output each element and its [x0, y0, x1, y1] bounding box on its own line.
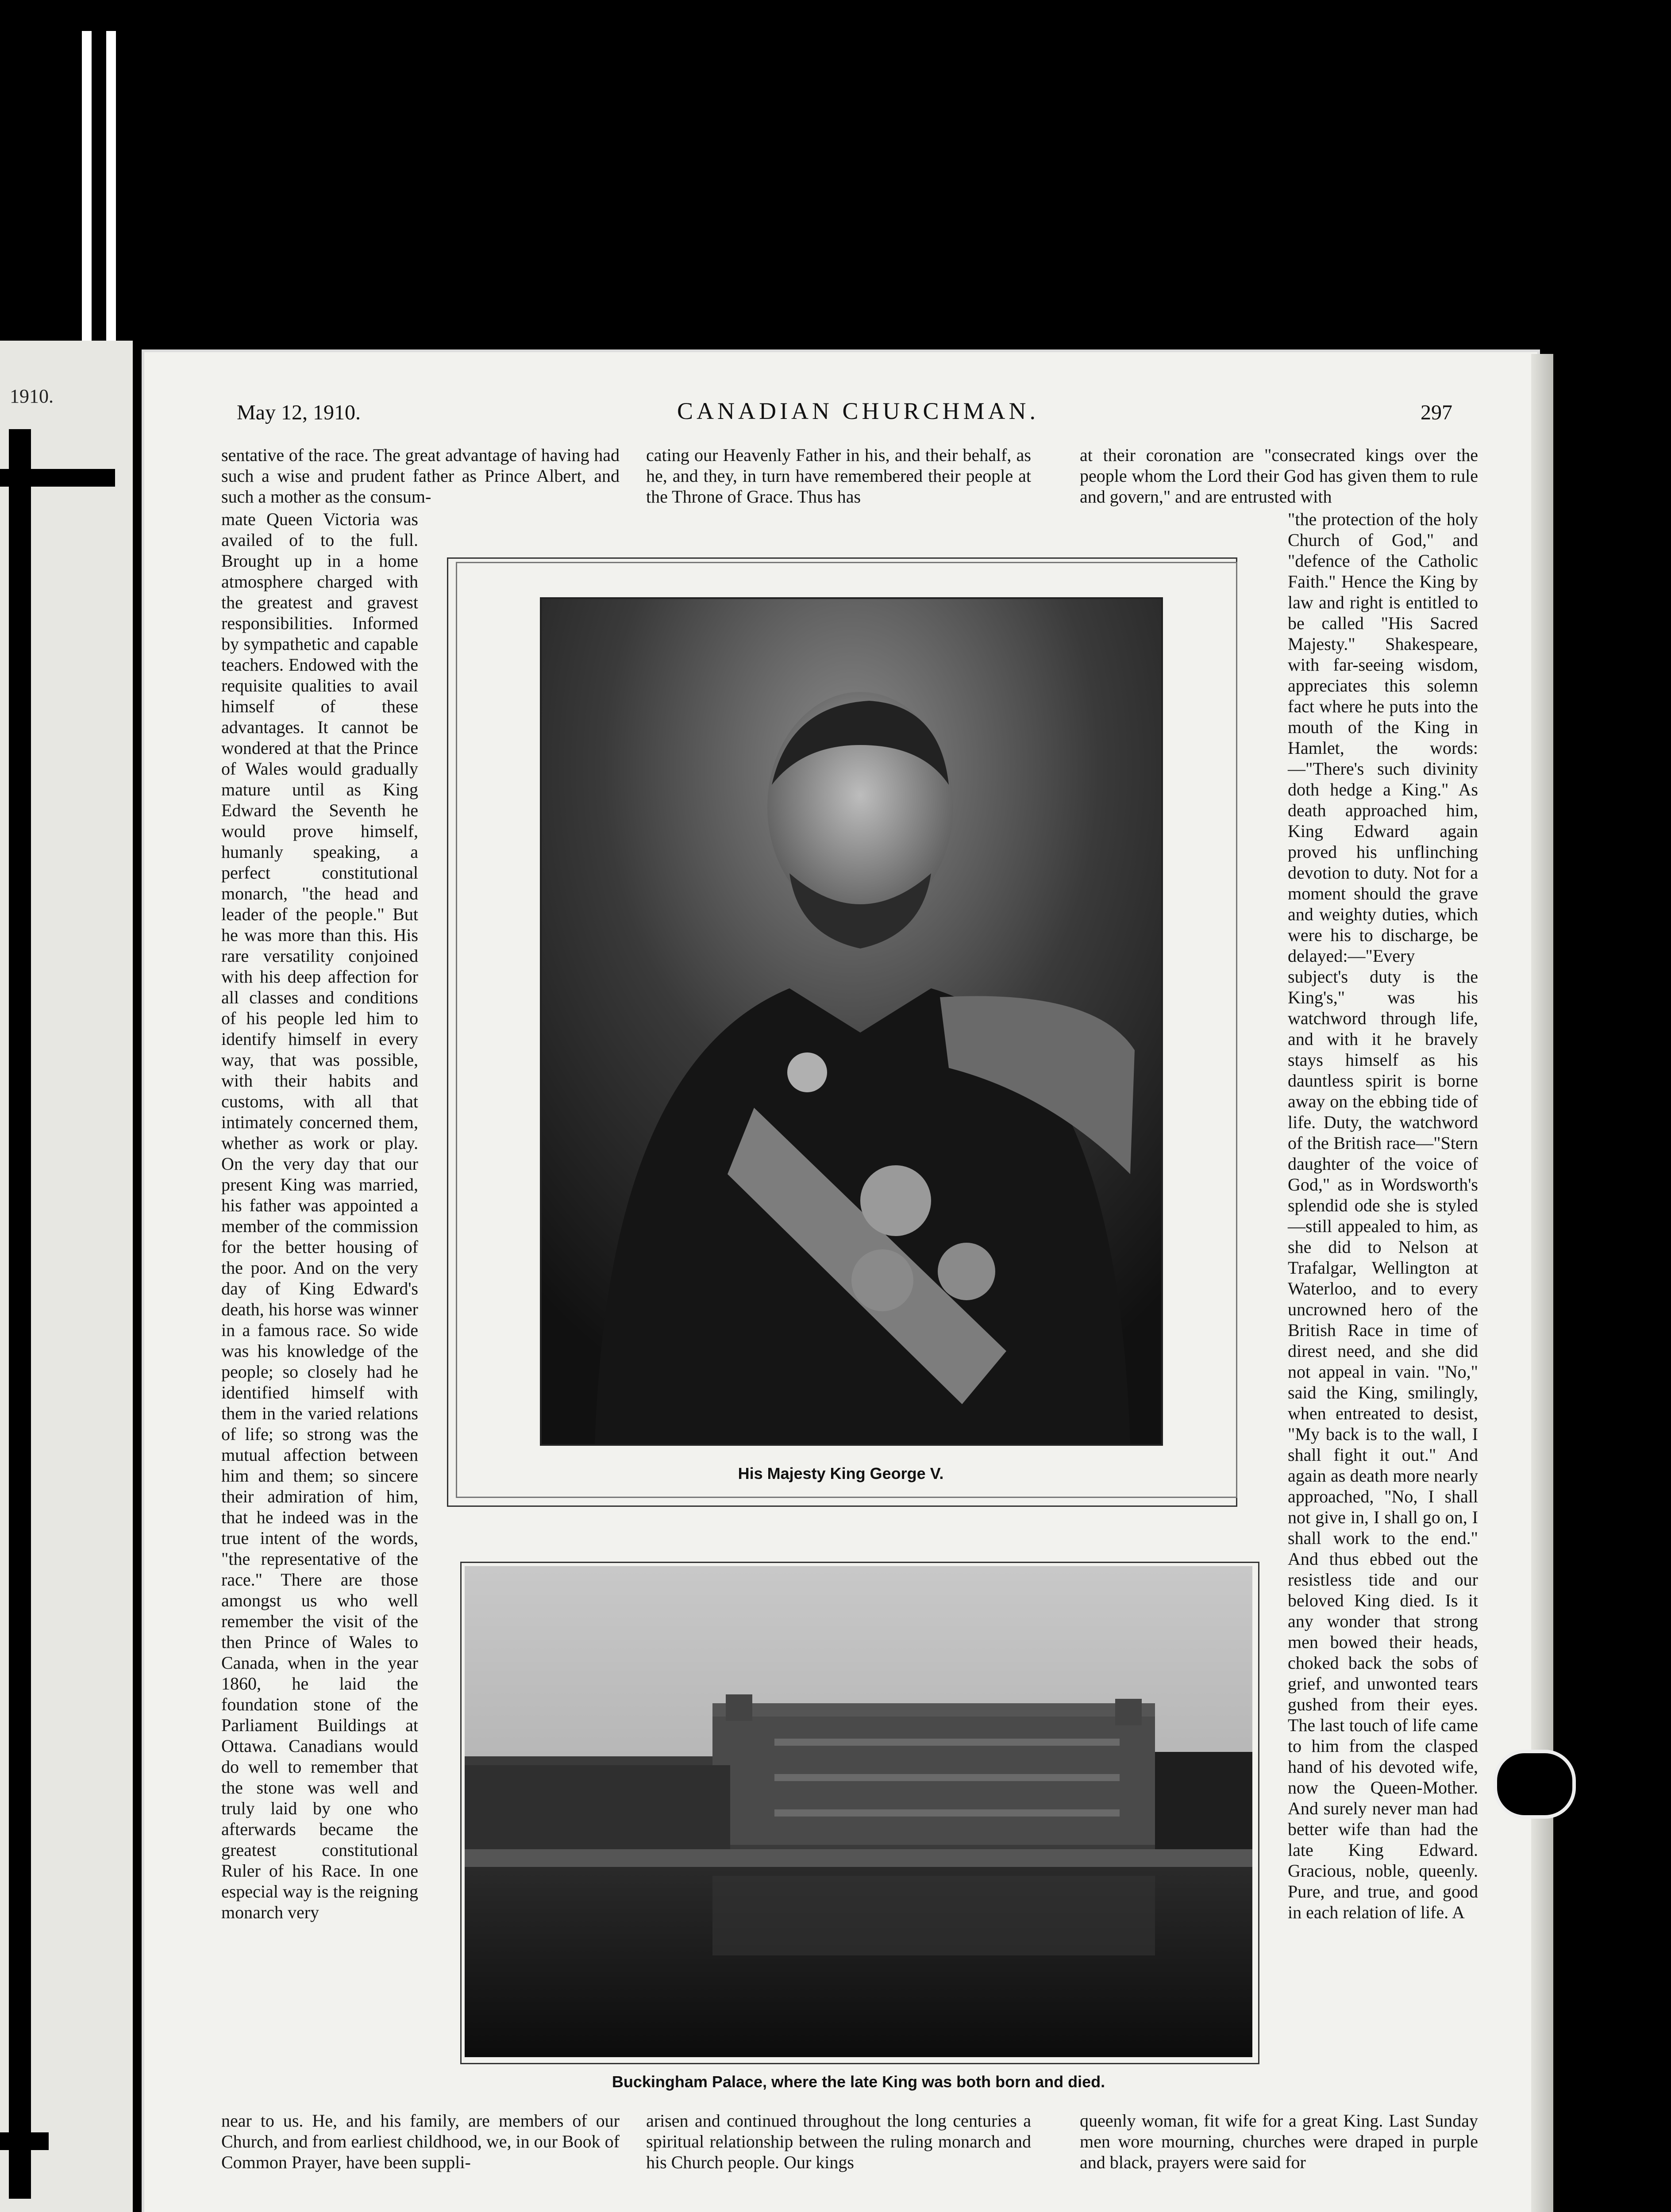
header-title: CANADIAN CHURCHMAN.	[677, 398, 1040, 424]
palace-caption: Buckingham Palace, where the late King was both born and died.	[612, 2073, 1105, 2091]
column2-bottom	[646, 2110, 1031, 2173]
margin-tick	[0, 469, 115, 487]
column1-bottom-text: near to us. He, and his family, are members of our Church, and from earliest childhood, we, in our Book of Common Prayer, have been suppli-	[221, 2111, 620, 2172]
previous-page-edge	[0, 341, 133, 2212]
king-george-portrait	[542, 599, 1161, 1444]
column2-top-text: cating our Heavenly Father in his, and their behalf, as he, and they, in turn have remembered their people at the Throne of Grace. Thus has	[646, 445, 1031, 507]
column1-bottom-span	[221, 2110, 620, 2173]
margin-tick	[0, 2132, 49, 2150]
column3-bottom-text: queenly woman, fit wife for a great King. Last Sunday men wore mourning, churches were draped in purple and black, prayers were said for	[1080, 2111, 1478, 2172]
column1-top-text: sentative of the race. The great advantage of having had such a wise and prudent father as Prince Albert, and such a mother as the consum-	[221, 445, 620, 507]
column2-bottom-text: arisen and continued throughout the long centuries a spiritual relationship between the ruling monarch and his Church people. Our kings	[646, 2111, 1031, 2172]
previous-page-label: 1910.	[10, 385, 54, 407]
margin-bar	[9, 429, 31, 2199]
portrait-photo	[540, 597, 1163, 1446]
column1-top-span	[221, 445, 620, 507]
header-page-number: 297	[1421, 401, 1452, 424]
page-edge-shadow	[1531, 354, 1553, 2212]
column3-bottom-span	[1080, 2110, 1478, 2173]
column3-body	[1288, 509, 1478, 1923]
column1-body-text: mate Queen Victoria was availed of to the full. Brought up in a home atmosphere charged with the greatest and gravest responsibilities. Informed by sympathetic and capable teachers. Endowed with the requisite qualities to avail himself of these advantages. It cannot be wondered at that the Prince of Wales would gradually mature until as King Edward the Seventh he would prove himself, humanly speaking, a perfect constitutional monarch, "the head and leader of the people." But he was more than this. His rare versatility conjoined with his deep affection for all classes and conditions of his people led him to identify himself in every way, that was possible, with their habits and customs, with all that intimately concerned them, whether as work or play. On the very day that our present King was married, his father was appointed a member of the commission for the better housing of the poor. And on the very day of King Edward's death, his horse was winner in a famous race. So wide was his knowledge of the people; so closely had he identified himself with them in the varied relations of life; so strong was the mutual affection between him and them; so sincere their admiration of him, that he indeed was in the true intent of the words, "the representative of the race." There are those amongst us who well remember the visit of the then Prince of Wales to Canada, when in the year 1860, he laid the foundation stone of the Parliament Buildings at Ottawa. Canadians would do well to remember that the stone was well and truly laid by one who afterwards became the greatest constitutional Ruler of his Race. In one especial way is the reigning monarch very	[221, 509, 418, 1922]
column3-top-text: at their coronation are "consecrated kings over the people whom the Lord their God has given them to rule and govern," and are entrusted with	[1080, 445, 1478, 507]
portrait-caption: His Majesty King George V.	[738, 1464, 944, 1482]
column2-top	[646, 445, 1031, 507]
newspaper-page	[142, 349, 1540, 2212]
buckingham-palace-photo	[465, 1566, 1252, 2057]
column1-body	[221, 509, 418, 1923]
header-date: May 12, 1910.	[237, 401, 361, 424]
column3-top-span	[1080, 445, 1478, 507]
column3-body-text: "the protection of the holy Church of God," and "defence of the Catholic Faith." Hence the King by law and right is entitled to be called "His Sacred Majesty." Shakespeare, with far-seeing wisdom, appreciates this solemn fact where he puts into the mouth of the King in Hamlet, the words:—"There's such divinity doth hedge a King." As death approached him, King Edward again proved his unflinching devotion to duty. Not for a moment should the grave and weighty duties, which were his to discharge, be delayed:—"Every subject's duty is the King's," was his watchword through life, and with it he bravely stays himself as his dauntless spirit is borne away on the ebbing tide of life. Duty, the watchword of the British race—"Stern daughter of the voice of God," as in Wordsworth's splendid ode she is styled—still appealed to him, as she did to Nelson at Trafalgar, Wellington at Waterloo, and to every uncrowned hero of the British Race in time of direst need, and she did not appeal in vain. "No," said the King, smilingly, when entreated to desist, "My back is to the wall, I shall fight it out." And again as death more nearly approached, "No, I shall not give in, I shall go on, I shall work to the end." And thus ebbed out the resistless tide and our beloved King died. Is it any wonder that strong men bowed their heads, choked back the sobs of grief, and unwonted tears gushed from their eyes. The last touch of life came to him from the clasped hand of his devoted wife, now the Queen-Mother. And surely never man had better wife than had the late King Edward. Gracious, noble, queenly. Pure, and true, and good in each relation of life. A	[1288, 509, 1478, 1922]
palace-photo	[465, 1566, 1252, 2057]
binder-clip	[1494, 1750, 1576, 1819]
